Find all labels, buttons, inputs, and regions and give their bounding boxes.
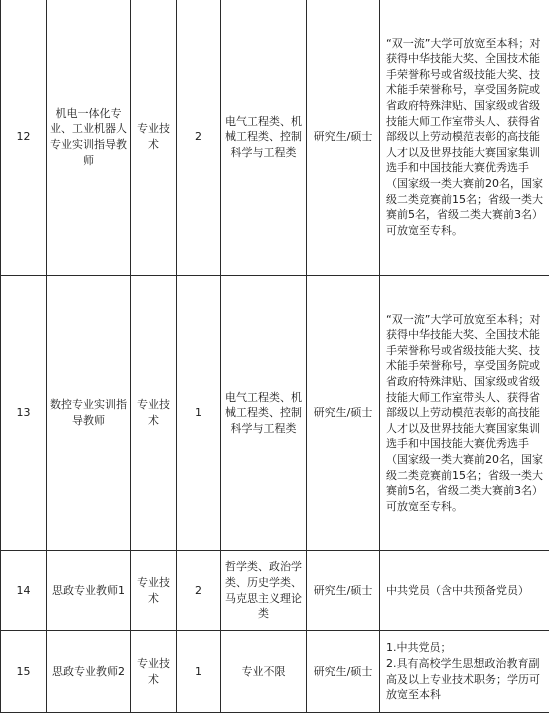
major-requirement: 电气工程类、机械工程类、控制科学与工程类 [221, 276, 307, 551]
education-requirement: 研究生/硕士 [307, 551, 380, 631]
hiring-count: 2 [177, 0, 221, 276]
hiring-count: 1 [177, 276, 221, 551]
position-name: 数控专业实训指导教师 [47, 276, 131, 551]
requirement-line: 1.中共党员； [386, 640, 545, 656]
position-name: 机电一体化专业、工业机器人专业实训指导教师 [47, 0, 131, 276]
position-name: 思政专业教师1 [47, 551, 131, 631]
education-requirement: 研究生/硕士 [307, 276, 380, 551]
table-row [1, 551, 549, 631]
position-name: 思政专业教师2 [47, 631, 131, 713]
position-category: 专业技术 [131, 551, 177, 631]
table-row [1, 0, 549, 276]
major-requirement: 电气工程类、机械工程类、控制科学与工程类 [221, 0, 307, 276]
other-requirement: “双一流”大学可放宽至本科；对获得中华技能大奖、全国技术能手荣誉称号或省级技能大奖、技术能手荣誉称号，享受国务院或省政府特殊津贴、国家级或省级技能大师工作室带头人、获得省部级以上劳动模范表彰的高技能人才以及世界技能大赛国家集训选手和中国技能大赛优秀选手（国家级一类大赛前20名，国家级二类竞赛前15名；省级一类大赛前5名，省级二类大赛前3名）可放宽至专科。 [380, 0, 549, 276]
row-number: 13 [1, 276, 47, 551]
row-number: 14 [1, 551, 47, 631]
other-requirement: 中共党员（含中共预备党员） [380, 551, 549, 631]
education-requirement: 研究生/硕士 [307, 0, 380, 276]
position-category: 专业技术 [131, 276, 177, 551]
major-requirement: 专业不限 [221, 631, 307, 713]
row-number: 15 [1, 631, 47, 713]
requirement-line: 2.具有高校学生思想政治教育副高及以上专业技术职务；学历可放宽至本科 [386, 656, 545, 703]
table-row [1, 276, 549, 551]
position-category: 专业技术 [131, 631, 177, 713]
other-requirement: “双一流”大学可放宽至本科；对获得中华技能大奖、全国技术能手荣誉称号或省级技能大奖、技术能手荣誉称号，享受国务院或省政府特殊津贴、国家级或省级技能大师工作室带头人、获得省部级以上劳动模范表彰的高技能人才以及世界技能大赛国家集训选手和中国技能大赛优秀选手（国家级一类大赛前20名，国家级二类竞赛前15名；省级一类大赛前5名，省级二类大赛前3名）可放宽至专科。 [380, 276, 549, 551]
other-requirement [380, 631, 549, 713]
hiring-count: 1 [177, 631, 221, 713]
major-requirement: 哲学类、政治学类、历史学类、马克思主义理论类 [221, 551, 307, 631]
table-row [1, 631, 549, 713]
position-category: 专业技术 [131, 0, 177, 276]
row-number: 12 [1, 0, 47, 276]
education-requirement: 研究生/硕士 [307, 631, 380, 713]
hiring-count: 2 [177, 551, 221, 631]
